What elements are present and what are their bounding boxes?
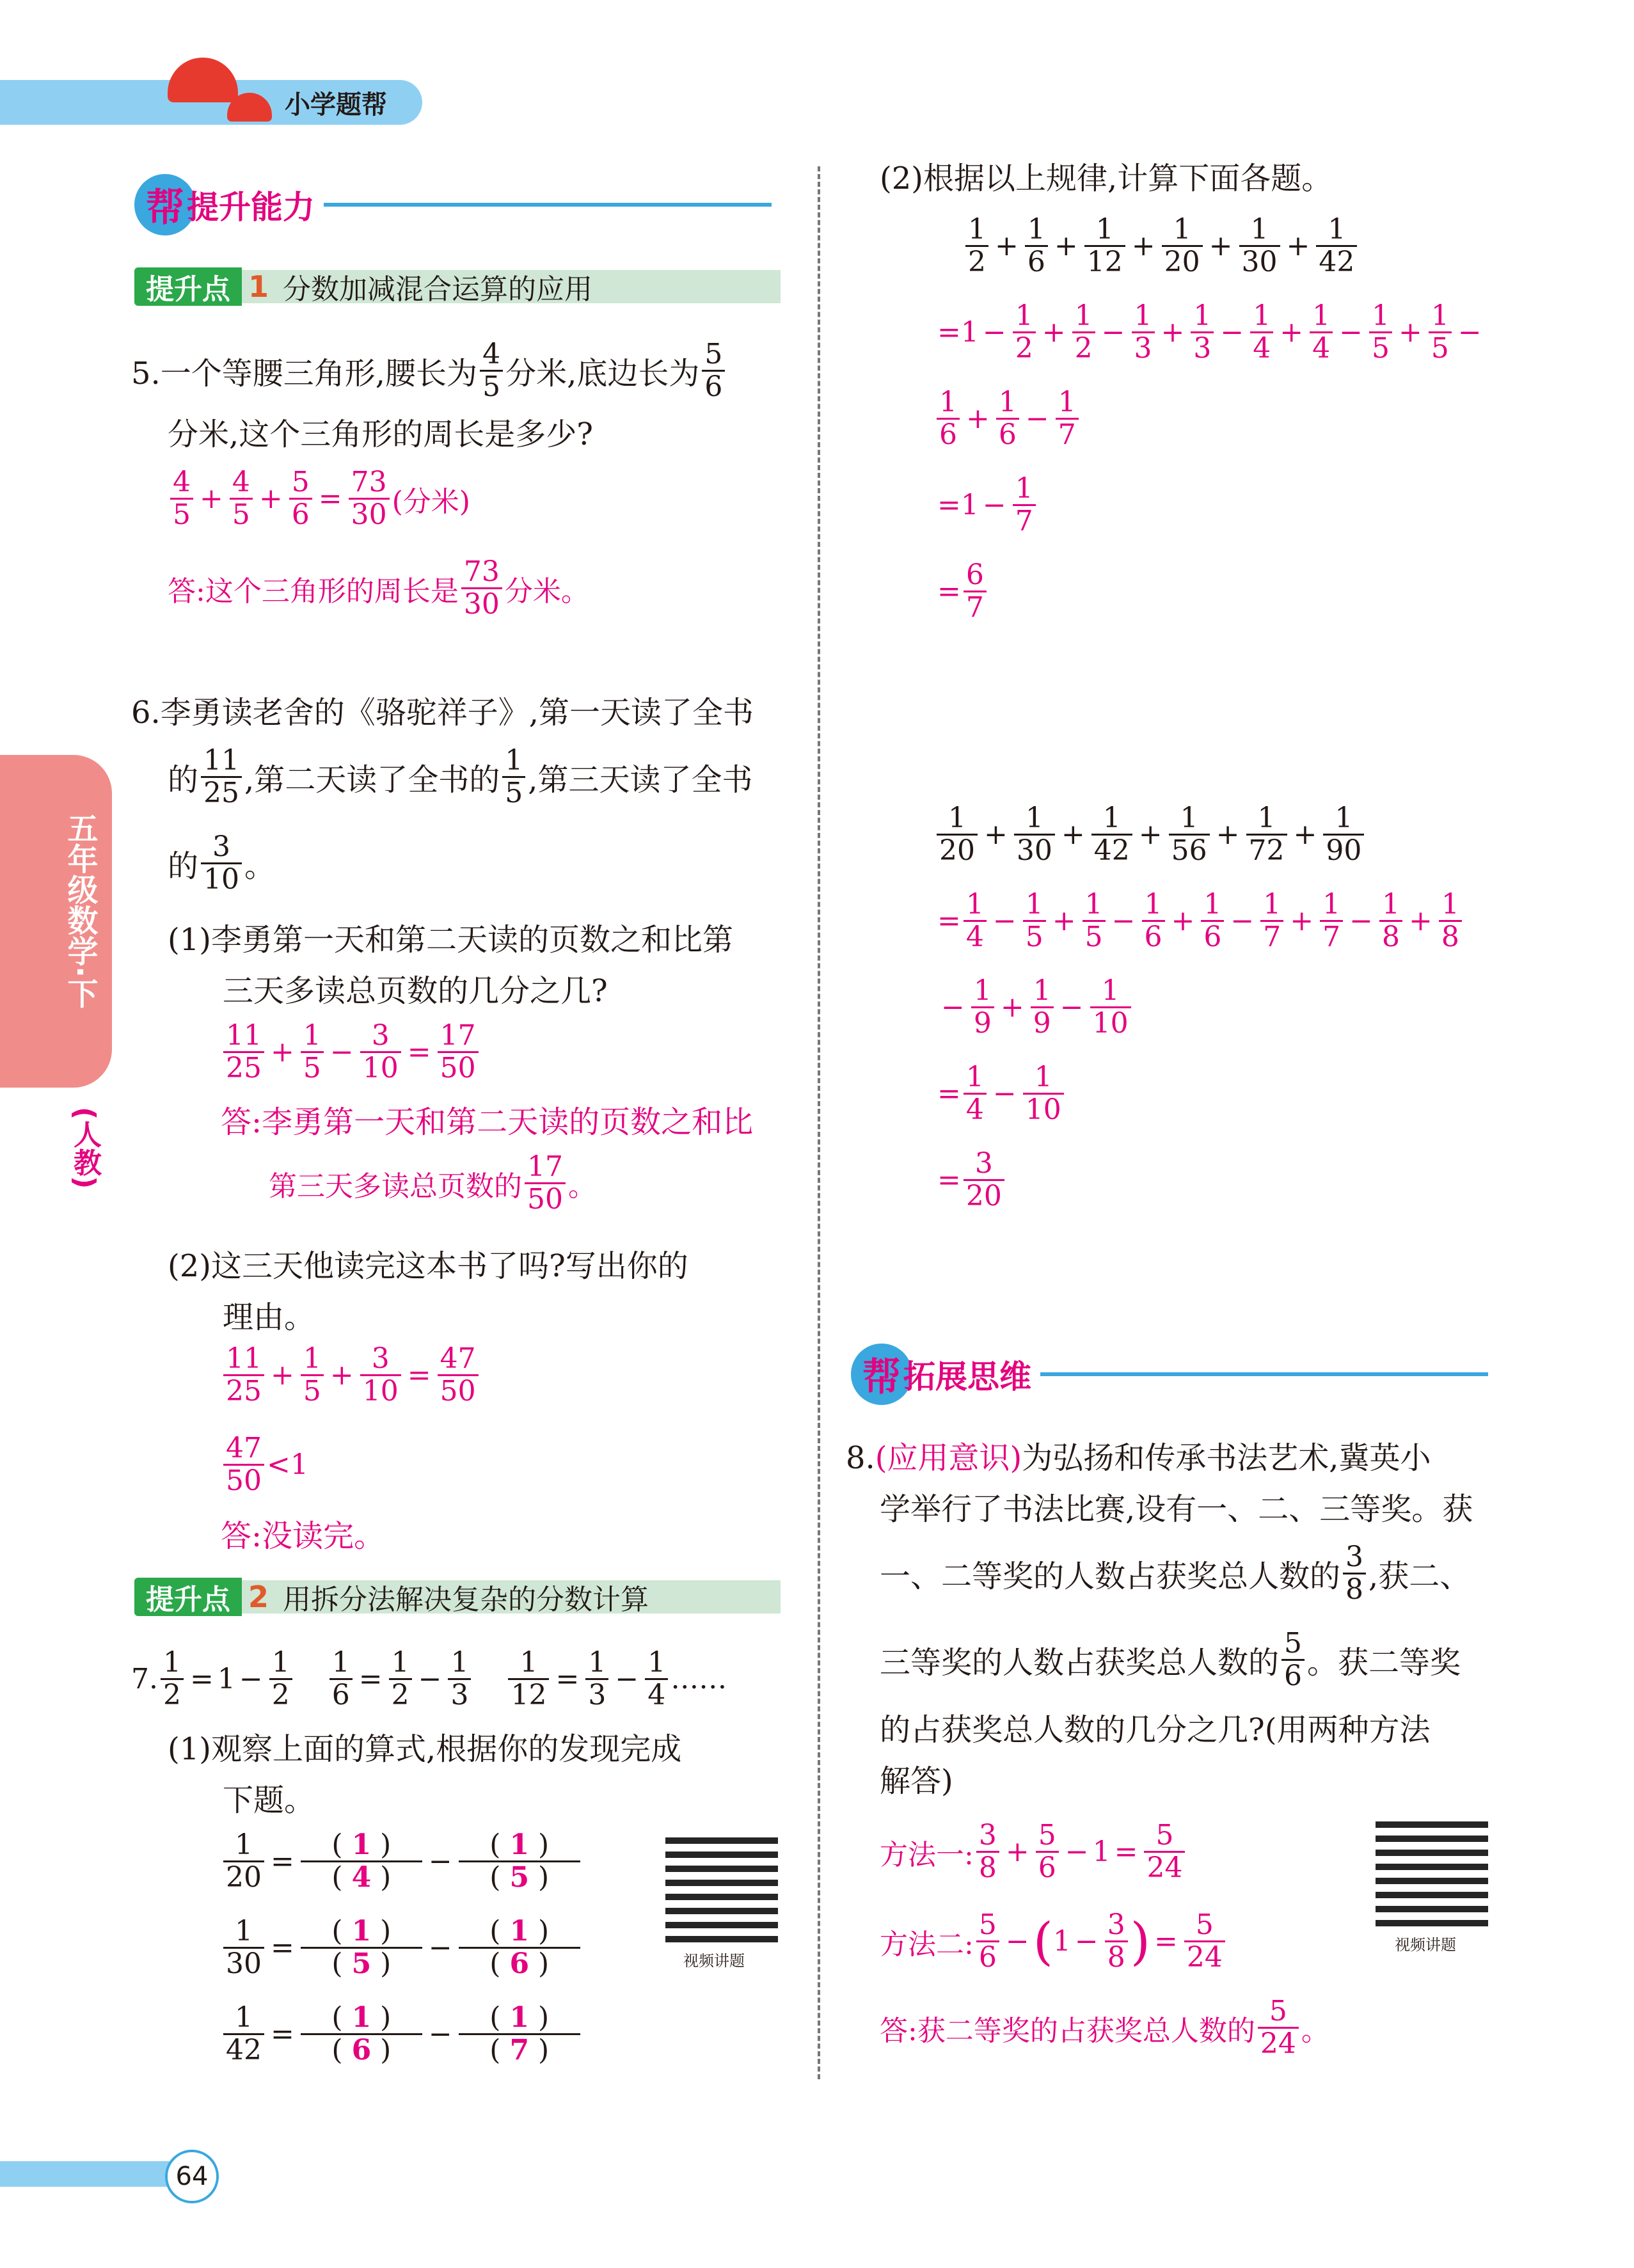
q6-work2: $\frac{11}{25}$ + $\frac{1}{5}$ + $\frac{3}{10}$ = $\frac{47}{50}$	[221, 1344, 481, 1407]
q5-answer: 答:这个三角形的周长是 $\frac{73}{30}$ 分米。	[168, 555, 589, 621]
qr-label: 视频讲题	[1395, 1936, 1456, 1954]
q8-line1: 8.(应用意识)为弘扬和传承书法艺术,冀英小	[846, 1440, 1431, 1476]
point-number: 1	[248, 269, 269, 304]
q7-part2: (2)根据以上规律,计算下面各题。	[880, 161, 1333, 196]
qr-code-icon[interactable]	[1376, 1814, 1488, 1926]
q6-line3: 的 $\frac{3}{10}$ 。	[168, 830, 276, 896]
q6-part1-b: 三天多读总页数的几分之几?	[223, 973, 608, 1009]
q7-sum1-result: = $\frac{6}{7}$	[937, 560, 989, 623]
q8-method2: 方法二: $\frac{5}{6}$ − ( 1 − $\frac{3}{8}$ ) = $\frac{5}{24}$	[880, 1910, 1228, 1973]
fraction: $\frac{4}{5}$	[480, 339, 503, 402]
q6-compare: $\frac{47}{50}$ <1	[221, 1433, 308, 1496]
q6-line2: 的 $\frac{11}{25}$ ,第二天读了全书的 $\frac{1}{5}$ ,第三天读了全书	[168, 744, 753, 809]
section-badge: 帮	[851, 1344, 912, 1405]
q6-answer1-b: 第三天多读总页数的 $\frac{17}{50}$ 。	[269, 1150, 596, 1216]
qr-label: 视频讲题	[683, 1952, 745, 1970]
q8-tag: (应用意识)	[875, 1440, 1022, 1476]
q6-line1: 6.李勇读老舍的《骆驼祥子》,第一天读了全书	[131, 695, 754, 731]
q8-method1: 方法一: $\frac{3}{8}$ + $\frac{5}{6}$ − 1 = $\frac{5}{24}$	[880, 1820, 1187, 1883]
point2-banner	[134, 1580, 781, 1614]
q8-line3: 一、二等奖的人数占获奖总人数的 $\frac{3}{8}$ ,获二、	[880, 1541, 1471, 1606]
page-number: 64	[165, 2150, 219, 2203]
q7-blank-row: $\frac{1}{42}$ = $\frac{( 1 )}{( 6 )}$ − $\frac{( 1 )}{( 7 )}$	[221, 2002, 583, 2066]
point1-banner	[134, 269, 781, 306]
q6-answer1-a: 答:李勇第一天和第二天读的页数之和比	[221, 1104, 754, 1140]
section-expand-title: 拓展思维	[903, 1358, 1031, 1395]
mushroom-logo-icon	[168, 58, 238, 102]
section-improve-title: 提升能力	[187, 189, 315, 226]
section-expand	[851, 1344, 1488, 1405]
section-rule	[324, 203, 772, 207]
point-number: 2	[248, 1580, 269, 1614]
q8-line4: 三等奖的人数占获奖总人数的 $\frac{5}{6}$ 。获二等奖	[880, 1627, 1461, 1692]
point-label: 提升点	[134, 267, 242, 306]
fraction: $\frac{5}{6}$	[702, 339, 725, 402]
unit: (分米)	[392, 485, 470, 518]
q7-sum2: $\frac{1}{20}$ + $\frac{1}{30}$ + $\frac{1}{42}$ + $\frac{1}{56}$ + $\frac{1}{72}$ + $\frac{1}{90}$	[934, 803, 1367, 866]
q6-part2-a: (2)这三天他读完这本书了吗?写出你的	[168, 1248, 688, 1284]
q7-blank-row: $\frac{1}{20}$ = $\frac{( 1 )}{( 4 )}$ − $\frac{( 1 )}{( 5 )}$	[221, 1830, 583, 1893]
qr-code-icon[interactable]	[665, 1830, 778, 1942]
q6-part1-a: (1)李勇第一天和第二天读的页数之和比第	[168, 922, 733, 958]
point-title: 用拆分法解决复杂的分数计算	[283, 1583, 649, 1616]
side-tab-label: 五年级数学·下	[62, 813, 98, 1009]
q5-line1	[131, 339, 727, 402]
section-rule	[1040, 1372, 1488, 1376]
point-label: 提升点	[134, 1578, 242, 1616]
q7-part1-b: 下题。	[223, 1782, 315, 1818]
q5-work: $\frac{4}{5}$ + $\frac{4}{5}$ + $\frac{5}{6}$ = $\frac{73}{30}$ (分米)	[168, 467, 470, 530]
q7-sum1: $\frac{1}{2}$ + $\frac{1}{6}$ + $\frac{1}{12}$ + $\frac{1}{20}$ + $\frac{1}{30}$ + $\frac{1}{42}$	[963, 214, 1360, 278]
column-divider	[818, 166, 820, 2079]
q8-line6: 解答)	[880, 1763, 953, 1799]
q7-sum1-step1: =1 − $\frac{1}{2}$ + $\frac{1}{2}$ − $\frac{1}{3}$ + $\frac{1}{3}$ − $\frac{1}{4}$ + $\frac{1}{4}$ − $\frac{1}{5}$ + $\frac{1}{5}$ −	[937, 299, 1482, 365]
q7-sum2-step2: = $\frac{1}{4}$ − $\frac{1}{10}$	[937, 1062, 1067, 1125]
q8-line5: 的占获奖总人数的几分之几?(用两种方法	[880, 1712, 1431, 1748]
q7-blank-row: $\frac{1}{30}$ = $\frac{( 1 )}{( 5 )}$ − $\frac{( 1 )}{( 6 )}$	[221, 1916, 583, 1979]
section-badge: 帮	[134, 174, 196, 235]
q7-sum2-result: = $\frac{3}{20}$	[937, 1148, 1007, 1212]
q7-part1-a: (1)观察上面的算式,根据你的发现完成	[168, 1731, 682, 1767]
q7-sum1-step1b: $\frac{1}{6}$ + $\frac{1}{6}$ − $\frac{1}{7}$	[934, 387, 1081, 450]
q7-sum2-step1b: − $\frac{1}{9}$ + $\frac{1}{9}$ − $\frac{1}{10}$	[937, 976, 1134, 1039]
q6-answer2: 答:没读完。	[221, 1518, 385, 1554]
q6-part2-b: 理由。	[223, 1299, 315, 1335]
brand-title: 小学题帮	[285, 90, 387, 120]
q7-sum1-step2: =1 − $\frac{1}{7}$	[937, 473, 1038, 537]
q8-answer: 答:获二等奖的占获奖总人数的 $\frac{5}{24}$ 。	[880, 1995, 1329, 2060]
q8-line2: 学举行了书法比赛,设有一、二、三等奖。获	[880, 1491, 1473, 1527]
q5-text: 5.一个等腰三角形,腰长为	[131, 356, 478, 392]
q6-work1: $\frac{11}{25}$ + $\frac{1}{5}$ − $\frac{3}{10}$ = $\frac{17}{50}$	[221, 1020, 481, 1084]
q7-pattern: 7. $\frac{1}{2}$ = 1 − $\frac{1}{2}$ $\frac{1}{6}$ = $\frac{1}{2}$ − $\frac{1}{3}$ $\frac{1}{12}$ = $\frac{1}{3}$ − $\frac{1}{4}$ ……	[131, 1646, 727, 1711]
section-improve	[134, 174, 772, 235]
side-tab-edition: (人教)	[68, 1107, 101, 1189]
q5-line2: 分米,这个三角形的周长是多少?	[168, 416, 593, 452]
q7-sum2-step1: = $\frac{1}{4}$ − $\frac{1}{5}$ + $\frac{1}{5}$ − $\frac{1}{6}$ + $\frac{1}{6}$ − $\frac{1}{7}$ + $\frac{1}{7}$ − $\frac{1}{8}$ + $\frac{1}{8}$	[937, 889, 1464, 953]
q5-text: 分米,底边长为	[505, 356, 700, 392]
point-title: 分数加减混合运算的应用	[283, 273, 593, 306]
